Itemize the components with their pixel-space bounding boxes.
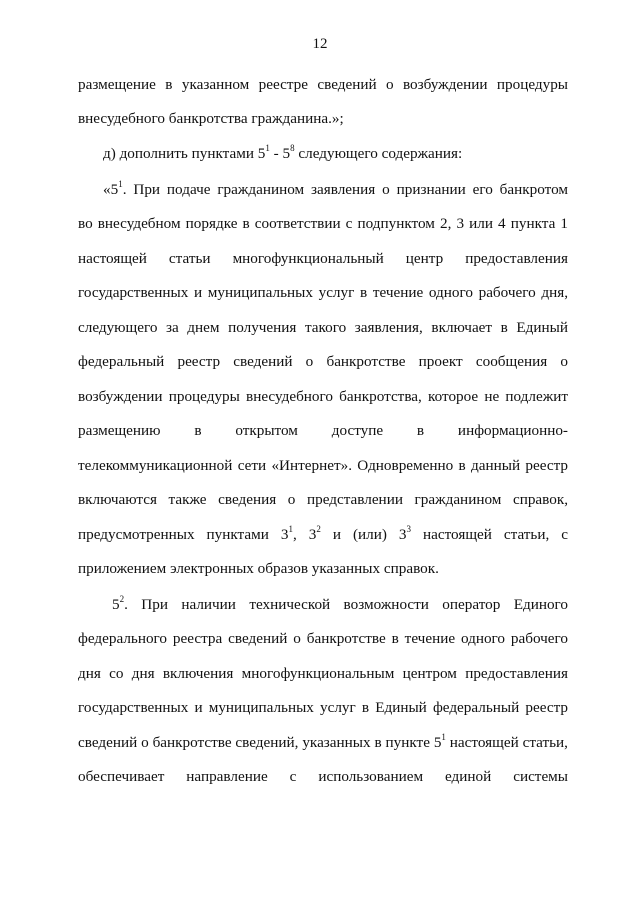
text-line: размещению в открытом доступе в информационно- [78, 422, 568, 439]
text-line: следующего за днем получения такого заявления, включает в Единый [78, 319, 568, 336]
text-line: сведений о банкротстве сведений, указанных в пункте $5^1$ настоящей статьи, [78, 731, 568, 751]
text-line: федерального реестра сведений о банкротстве в течение одного рабочего [78, 630, 568, 647]
page-number: 12 [312, 36, 328, 52]
text-line: настоящей статьи многофункциональный центр предоставления [78, 250, 568, 267]
text-line: приложением электронных образов указанных справок. [78, 560, 439, 577]
text-line-amendment-item: д) дополнить пунктами $5^1 - 5^8$ следующего содержания: [103, 142, 463, 162]
text-line: во внесудебном порядке в соответствии с подпунктом 2, 3 или 4 пункта 1 [78, 215, 568, 232]
text-line: телекоммуникационной сети «Интернет». Одновременно в данный реестр [78, 457, 568, 474]
text-line: предусмотренных пунктами $3^1$, $3^2$ и (или) $3^3$ настоящей статьи, с [78, 523, 569, 543]
text-line-paragraph-start: $5^2$. При наличии технической возможности оператор Единого [112, 593, 568, 613]
text-line: дня со дня включения многофункциональным центром предоставления [78, 665, 568, 682]
text-line: государственных и муниципальных услуг в течение одного рабочего дня, [78, 284, 568, 301]
text-line: возбуждении процедуры внесудебного банкротства, которое не подлежит [78, 388, 568, 405]
text-line: включаются также сведения о представлении гражданином справок, [78, 491, 568, 508]
text-line: внесудебного банкротства гражданина.»; [78, 110, 344, 127]
text-line: государственных и муниципальных услуг в Единый федеральный реестр [78, 699, 568, 716]
text-line: размещение в указанном реестре сведений о возбуждении процедуры [78, 76, 568, 93]
text-line: федеральный реестр сведений о банкротстве проект сообщения о [78, 353, 568, 370]
text-line: обеспечивает направление с использованием единой системы [78, 768, 568, 785]
text-line-paragraph-start: «$5^1$. При подаче гражданином заявления о признании его банкротом [103, 178, 568, 198]
